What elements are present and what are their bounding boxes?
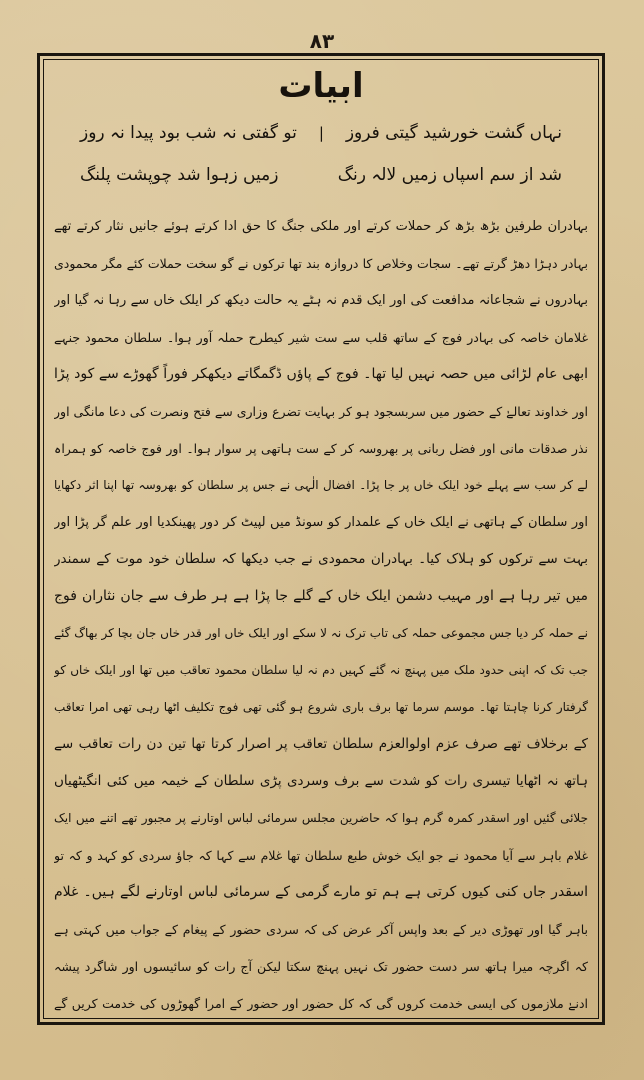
text-line: جب تک کہ اپنی حدود ملک میں پہنچ نہ گئے کہیں دم نہ لیا سلطان محمود تعاقب میں تھا اور ایلک خاں کو (54, 663, 588, 677)
text-line: اور سلطان کے ہاتھی نے ایلک خاں کے علمدار کو سونڈ میں لپیٹ کر دور پھینکدیا اور علم گر پڑا اور (54, 515, 588, 530)
verse-couplet (80, 122, 562, 144)
text-line: میں تیر رہا ہے اور مہیب دشمن ایلک خاں کے گلے جا پڑا ہے ہر طرف سے جان نثاران فوج (54, 588, 588, 604)
verse-second-hemistich: تو گفتی نہ شب بود پیدا نہ روز (80, 123, 297, 143)
verse-second-hemistich: زمیں زہوا شد چوپشت پلنگ (80, 165, 279, 185)
text-line: کہ اگرچہ میرا ہاتھ سر دست حضور تک نہیں پہنچ سکتا لیکن آج رات کو سائیسوں اور شاگرد پیشہ (54, 959, 588, 974)
text-line: بہادران طرفین بڑھ بڑھ کر حملات کرتے اور ملکی جنگ کا حق ادا کرتے ہوئے جانیں نثار کرتے تھے (54, 219, 588, 234)
section-heading: ابیات (278, 66, 364, 106)
text-line: گرفتار کرنا چاہتا تھا۔ موسم سرما تھا برف باری شروع ہو گئی تھی فوج تکلیف اٹھا رہی تھی امرا تعاقب (54, 700, 588, 714)
verse-separator: | (318, 124, 324, 142)
text-line: باہر گیا اور تھوڑی دیر کے بعد واپس آکر عرض کی کہ سردی حضور کے پیغام کے جواب میں کہتی ہے (54, 922, 588, 937)
text-line: ہاتھ نہ اٹھایا تیسری رات کو شدت سے برف وسردی پڑی سلطان کے خیمہ میں کئی انگیٹھیاں (54, 773, 588, 789)
text-line: لے کر سب سے پہلے خود ایلک خاں پر جا پڑا۔ افضال الٰہی نے جس پر سلطان کو بھروسہ تھا اپنا اثر دکھایا (54, 478, 588, 492)
page-content (50, 62, 592, 1014)
text-line: اسقدر جاں کنی کیوں کرتی ہے ہم تو مارے گرمی کے سرمائی لباس اوتارنے لگے ہیں۔ غلام (54, 884, 588, 900)
text-line: نذر صدقات مانی اور فضل ربانی پر بھروسہ کر کے ست ہاتھی پر سوار ہوا۔ اور فوج خاصہ کو ہمراہ (54, 441, 588, 456)
verse-first-hemistich: نہاں گشت خورشید گیتی فروز (345, 123, 562, 143)
text-line: غلامان خاصہ کی بہادر فوج کے ساتھ قلب سے ست شیر کیطرح حملہ آور ہوا۔ سلطان محمود جنہے (54, 330, 588, 345)
text-line: اور خداوند تعالےٰ کے حضور میں سربسجود ہو کر بہایت تضرع وزاری سے فتح ونصرت کی دعا مانگی اور (54, 404, 588, 419)
text-line: کے برخلاف تھے صرف عزم اولوالعزم سلطان تعاقب پر اصرار کرتا تھا تین دن رات تعاقب سے (54, 736, 588, 752)
verse-couplet (80, 164, 562, 186)
text-line: جلائی گئیں اور اسقدر کمرہ گرم ہوا کہ حاضرین مجلس سرمائی لباس اوتارنے پر مجبور تھے اتنے میں ایک (54, 811, 588, 825)
text-line: ابھی عام لڑائی میں حصہ نہیں لیا تھا۔ فوج کے پاؤں ڈگمگاتے دیکھکر فوراً گھوڑے سے کود پڑا (54, 366, 588, 382)
text-line: بہادر دہڑا دھڑ گرتے تھے۔ سجات وخلاص کا دروازہ بند تھا ترکوں نے گو سخت حملات کئے مگر محمودی (54, 256, 588, 271)
text-line: بہت سے ترکوں کو ہلاک کیا۔ بہادران محمودی نے جب دیکھا کہ سلطان خود موت کے سمندر (54, 551, 588, 567)
prose-body (54, 208, 588, 1022)
text-line: بہادروں نے شجاعانہ مدافعت کی اور ایک قدم نہ ہٹے یہ حالت دیکھ کر ایلک خاں سے رہا نہ گیا اور (54, 293, 588, 308)
text-line: نے حملہ کر دیا جس مجموعی حملہ کی تاب ترک نہ لا سکے اور ایلک خاں اور قدر خاں جان بچا کر بھاگ گئے (54, 626, 588, 640)
text-line: غلام باہر سے آیا محمود نے جو ایک خوش طبع سلطان تھا غلام سے کہا کہ جاؤ سردی کو کہد و کہ تو (54, 848, 588, 863)
verse-first-hemistich: شد از سم اسپاں زمیں لالہ رنگ (337, 165, 562, 185)
page-number: ۸۳ (309, 29, 335, 53)
text-line: ادنےٰ ملازموں کی ایسی خدمت کروں گی کہ کل حضور اور حضور کے امرا گھوڑوں کی خدمت کریں گے (54, 996, 588, 1011)
